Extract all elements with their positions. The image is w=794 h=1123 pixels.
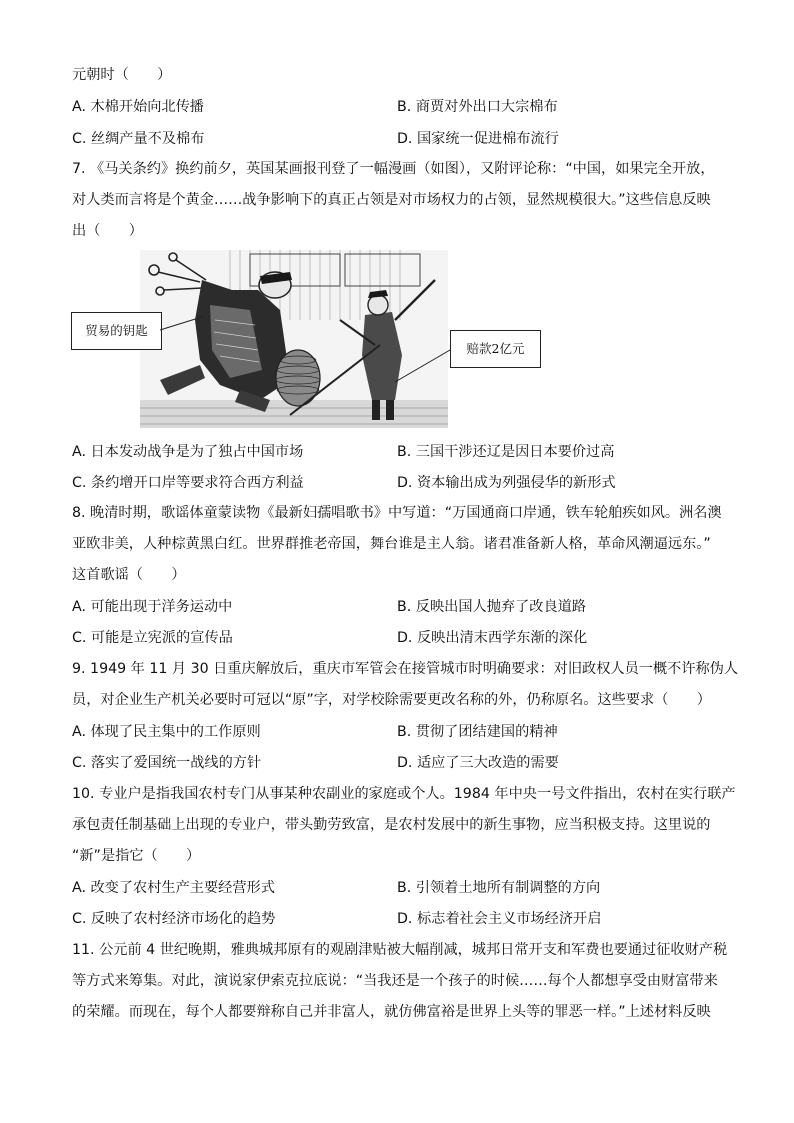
question-8-text: 这首歌谣（ ） (72, 567, 186, 583)
question-7-text: 7. 《马关条约》换约前夕，英国某画报刊登了一幅漫画（如图），又附评论称：“中国，如果完全开放， (72, 161, 715, 177)
option-d: D. 适应了三大改造的需要 (397, 755, 559, 771)
option-b: B. 反映出国人抛弃了改良道路 (397, 599, 587, 615)
option-a: A. 体现了民主集中的工作原则 (72, 724, 261, 740)
question-11-text: 等方式来筹集。对此，演说家伊索克拉底说：“当我还是一个孩子的时候……每个人都想享受由财富带来 (72, 973, 718, 989)
question-7-text: 对人类而言将是个黄金……战争影响下的真正占领是对市场权力的占领，显然规模很大。”这些信息反映 (72, 192, 711, 208)
question-7-text: 出（ ） (72, 223, 143, 239)
question-11-text: 11. 公元前 4 世纪晚期，雅典城邦原有的观剧津贴被大幅削减，城邦日常开支和军费也要通过征收财产税 (72, 942, 728, 958)
option-a: A. 木棉开始向北传播 (72, 99, 204, 115)
question-11-text: 的荣耀。而现在，每个人都要辩称自己并非富人，就仿佛富裕是世界上头等的罪恶一样。”上述材料反映 (72, 1004, 711, 1020)
option-b: B. 三国干涉还辽是因日本要价过高 (397, 444, 615, 460)
option-d: D. 反映出清末西学东渐的深化 (397, 630, 588, 646)
option-d: D. 标志着社会主义市场经济开启 (397, 911, 602, 927)
option-c: C. 落实了爱国统一战线的方针 (72, 755, 262, 771)
question-8-text: 亚欧非美，人种棕黄黑白红。世界群推老帝国，舞台谁是主人翁。诸君准备新人格，革命风潮逼远东。” (72, 536, 711, 552)
option-b: B. 引领着土地所有制调整的方向 (397, 880, 601, 896)
option-d: D. 资本输出成为列强侵华的新形式 (397, 475, 616, 491)
option-c: C. 条约增开口岸等要求符合西方利益 (72, 475, 304, 491)
option-b: B. 贯彻了团结建国的精神 (397, 724, 558, 740)
option-b: B. 商贾对外出口大宗棉布 (397, 99, 558, 115)
question-9-text: 员，对企业生产机关必要时可冠以“原”字，对学校除需要更改名称的外，仍称原名。这些要求（ ） (72, 692, 711, 708)
option-a: A. 日本发动战争是为了独占中国市场 (72, 444, 304, 460)
question-stem: 元朝时（ ） (72, 67, 172, 83)
cartoon-label-right: 赔款2亿元 (450, 330, 541, 368)
question-10-text: “新”是指它（ ） (72, 848, 201, 864)
question-10-text: 承包责任制基础上出现的专业户，带头勤劳致富，是农村发展中的新生事物，应当积极支持。这里说的 (72, 817, 711, 833)
option-a: A. 改变了农村生产主要经营形式 (72, 880, 275, 896)
option-c: C. 丝绸产量不及棉布 (72, 131, 205, 147)
question-8-text: 8. 晚清时期，歌谣体童蒙读物《最新妇孺唱歌书》中写道：“万国通商口岸通，铁车轮舶疾如风。洲名澳 (72, 505, 722, 521)
option-d: D. 国家统一促进棉布流行 (397, 131, 559, 147)
cartoon-illustration (140, 250, 448, 428)
question-10-text: 10. 专业户是指我国农村专门从事某种农副业的家庭或个人。1984 年中央一号文件指出，农村在实行联产 (72, 786, 736, 802)
cartoon-label-left: 贸易的钥匙 (71, 312, 162, 350)
option-a: A. 可能出现于洋务运动中 (72, 599, 233, 615)
option-c: C. 可能是立宪派的宣传品 (72, 630, 233, 646)
question-9-text: 9. 1949 年 11 月 30 日重庆解放后，重庆市军管会在接管城市时明确要求：对旧政权人员一概不许称伪人 (72, 661, 739, 677)
option-c: C. 反映了农村经济市场化的趋势 (72, 911, 276, 927)
